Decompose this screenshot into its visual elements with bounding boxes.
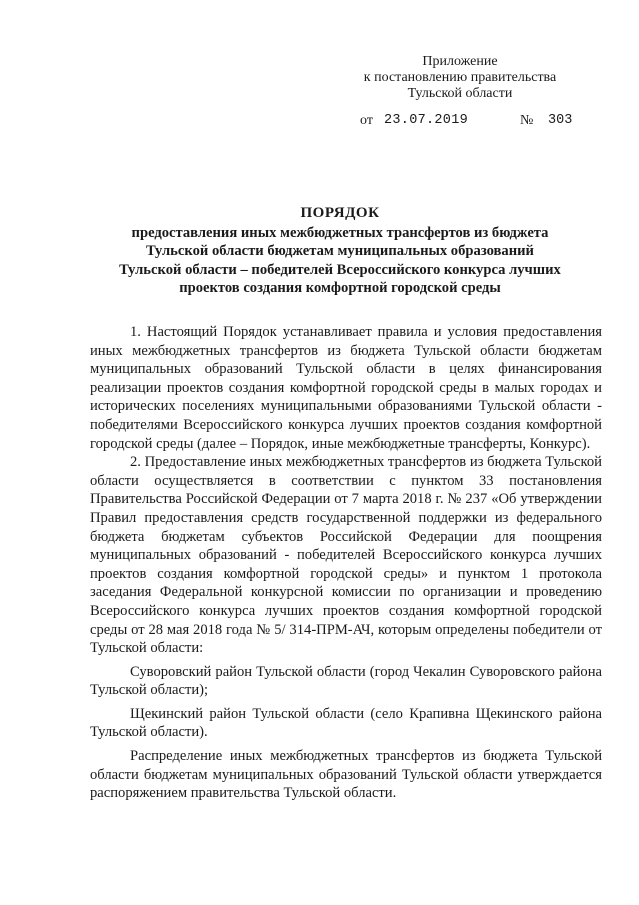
appendix-reference: к постановлению правительства — [363, 70, 557, 85]
paragraph-distribution: Распределение иных межбюджетных трансфертов из бюджета Тульской области бюджетам муниципальных образований Тульской области утверждается распоряжением правительства Тульской области. — [90, 748, 602, 802]
appendix-header — [330, 54, 590, 102]
date-label: от — [360, 113, 373, 128]
title-line: проектов создания комфортной городской среды — [179, 280, 501, 296]
appendix-title: Приложение — [422, 54, 498, 69]
title-line: Тульской области бюджетам муниципальных образований — [146, 243, 534, 259]
paragraph-winner-1: Суворовский район Тульской области (город Чекалин Суворовского района Тульской области); — [90, 663, 602, 699]
title-heading: ПОРЯДОК — [300, 205, 380, 221]
number-label: № — [520, 113, 534, 128]
resolution-number: 303 — [548, 113, 573, 128]
paragraph-clause-2: 2. Предоставление иных межбюджетных трансфертов из бюджета Тульской области осуществляется в соответствии с пунктом 33 постановления Правительства Российской Федерации от 7 марта 2018 г. № 237 «Об утверждении Правил предоставления средств государственной поддержки из федерального бюджета бюджетам субъектов Российской Федерации для поощрения муниципальных образований - победителей Всероссийского конкурса лучших проектов создания комфортной городской среды» и пунктом 1 протокола заседания Федеральной конкурсной комиссии по организации и проведению Всероссийского конкурса лучших проектов создания комфортной городской среды от 28 мая 2018 года № 5/ 314-ПРМ-АЧ, которым определены победители от Тульской области: — [90, 454, 602, 657]
title-line: предоставления иных межбюджетных трансфертов из бюджета — [131, 224, 549, 241]
document-title — [80, 204, 600, 298]
document-body — [90, 323, 602, 803]
paragraph-winner-2: Щекинский район Тульской области (село Крапивна Щекинского района Тульской области). — [90, 705, 602, 741]
resolution-dateline — [0, 113, 639, 131]
title-line: Тульской области – победителей Всероссийского конкурса лучших — [119, 261, 561, 278]
resolution-date: 23.07.2019 — [384, 113, 469, 128]
appendix-region: Тульской области — [407, 86, 513, 101]
paragraph-clause-1: 1. Настоящий Порядок устанавливает правила и условия предоставления иных межбюджетных трансфертов из бюджета Тульской области бюджетам муниципальных образований Тульской области в целях финансирования реализации проектов создания комфортной городской среды в малых городах и исторических поселениях муниципальными образованиями Тульской области - победителями Всероссийского конкурса лучших проектов создания комфортной городской среды (далее – Порядок, иные межбюджетные трансферты, Конкурс). — [90, 324, 602, 452]
